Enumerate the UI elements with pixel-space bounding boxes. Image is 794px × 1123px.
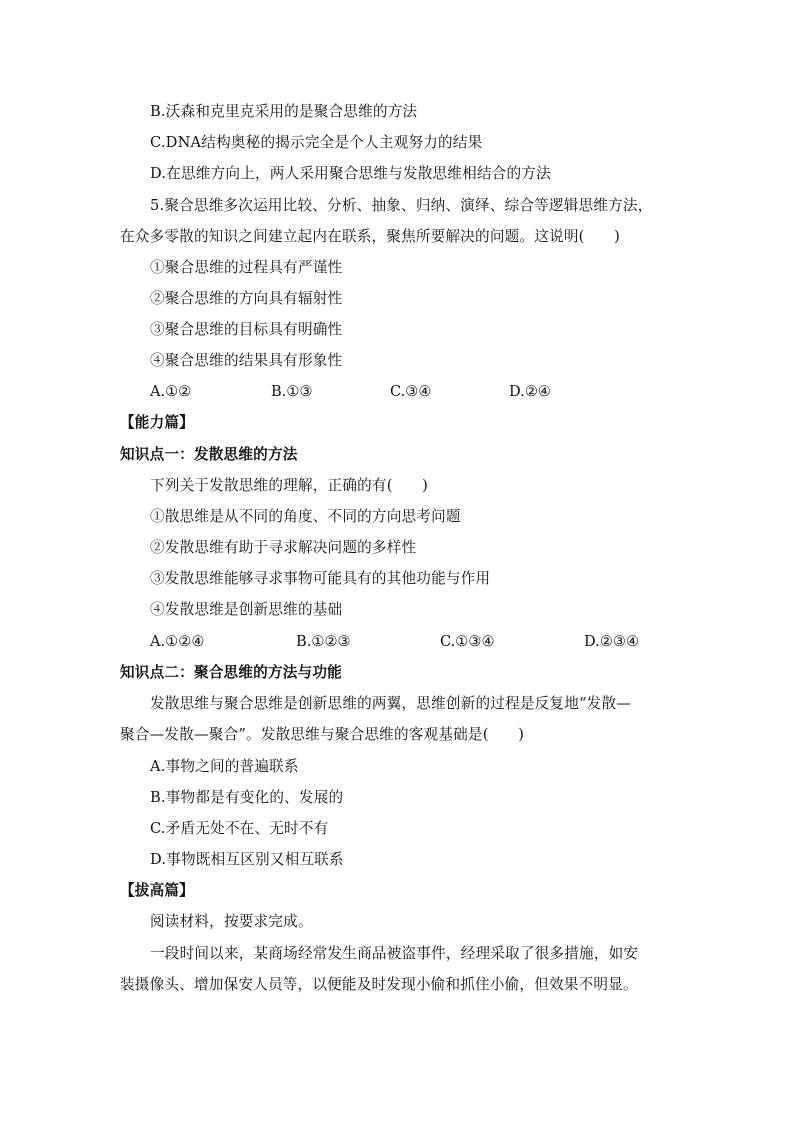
- kp1-item: ③发散思维能够寻求事物可能具有的其他功能与作用: [150, 570, 491, 587]
- knowledge-point-1-title: 知识点一：发散思维的方法: [120, 446, 298, 463]
- kp1-item: ②发散思维有助于寻求解决问题的多样性: [150, 539, 417, 556]
- kp1-choice-c: C.①③④: [440, 633, 495, 650]
- kp2-option-b: B.事物都是有变化的、发展的: [150, 789, 344, 806]
- adv-paragraph-line1: 一段时间以来，某商场经常发生商品被盗事件，经理采取了很多措施，如安: [150, 945, 639, 962]
- kp1-choice-b: B.①②③: [296, 633, 351, 650]
- q5-choice-a: A.①②: [150, 383, 192, 400]
- q5-choice-d: D.②④: [509, 383, 551, 400]
- adv-instruction: 阅读材料，按要求完成。: [150, 913, 313, 930]
- q5-item: ①聚合思维的过程具有严谨性: [150, 259, 343, 276]
- kp1-item: ①散思维是从不同的角度、不同的方向思考问题: [150, 508, 461, 525]
- q5-stem-line2: 在众多零散的知识之间建立起内在联系，聚焦所要解决的问题。这说明( ): [120, 228, 620, 245]
- q5-item: ③聚合思维的目标具有明确性: [150, 321, 343, 338]
- q5-item: ④聚合思维的结果具有形象性: [150, 352, 343, 369]
- q4-option-d: D.在思维方向上，两人采用聚合思维与发散思维相结合的方法: [150, 165, 551, 182]
- q4-option-b: B.沃森和克里克采用的是聚合思维的方法: [150, 103, 418, 120]
- kp1-choice-a: A.①②④: [150, 633, 205, 650]
- knowledge-point-2-title: 知识点二：聚合思维的方法与功能: [120, 664, 342, 681]
- adv-paragraph-line2: 装摄像头、增加保安人员等，以便能及时发现小偷和抓住小偷，但效果不明显。: [120, 976, 638, 993]
- q5-stem-line1: 5.聚合思维多次运用比较、分析、抽象、归纳、演绎、综合等逻辑思维方法，: [150, 197, 653, 214]
- q5-choice-b: B.①③: [271, 383, 313, 400]
- kp1-choice-d: D.②③④: [584, 633, 640, 650]
- kp1-item: ④发散思维是创新思维的基础: [150, 601, 343, 618]
- kp2-option-a: A.事物之间的普遍联系: [150, 758, 299, 775]
- q5-choice-c: C.③④: [390, 383, 432, 400]
- kp1-stem: 下列关于发散思维的理解，正确的有( ): [150, 477, 429, 494]
- section-ability-heading: 【能力篇】: [120, 414, 194, 431]
- kp2-stem-line2: 聚合—发散—聚合”。发散思维与聚合思维的客观基础是( ): [120, 726, 525, 743]
- kp2-option-d: D.事物既相互区别又相互联系: [150, 851, 344, 868]
- q4-option-c: C.DNA结构奥秘的揭示完全是个人主观努力的结果: [150, 134, 483, 151]
- kp2-stem-line1: 发散思维与聚合思维是创新思维的两翼，思维创新的过程是反复地“发散—: [150, 695, 632, 712]
- kp2-option-c: C.矛盾无处不在、无时不有: [150, 820, 329, 837]
- section-advanced-heading: 【拔高篇】: [120, 882, 194, 899]
- q5-item: ②聚合思维的方向具有辐射性: [150, 290, 343, 307]
